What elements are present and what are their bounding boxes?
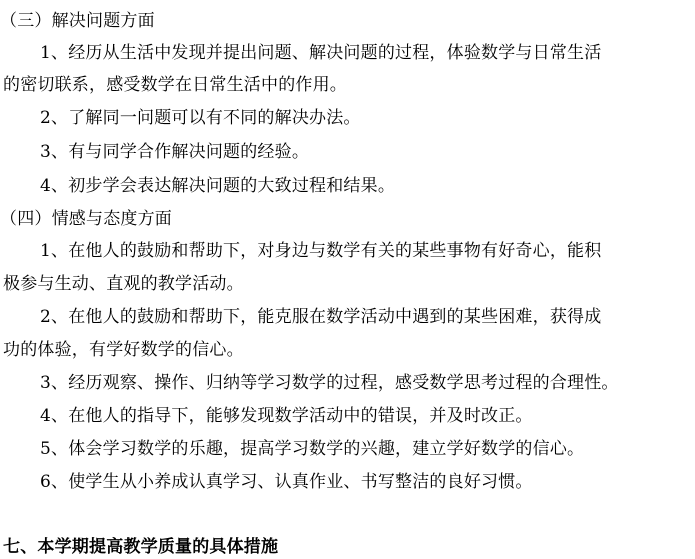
s4-item-5: 5、体会学习数学的乐趣，提高学习数学的兴趣，建立学好数学的信心。 [40,439,585,459]
s4-item-3: 3、经历观察、操作、归纳等学习数学的过程，感受数学思考过程的合理性。 [40,373,619,393]
s4-item-2-line-1: 2、在他人的鼓励和帮助下，能克服在数学活动中遇到的某些困难，获得成 [40,307,602,327]
section-7-title: 七、本学期提高教学质量的具体措施 [3,537,279,557]
s4-item-6: 6、使学生从小养成认真学习、认真作业、书写整洁的良好习惯。 [40,472,533,492]
s3-item-2: 2、了解同一问题可以有不同的解决办法。 [40,108,361,128]
s3-item-1-line-2: 的密切联系，感受数学在日常生活中的作用。 [3,75,347,95]
section-3-heading: （三）解决问题方面 [0,11,155,31]
s3-item-1-line-1: 1、经历从生活中发现并提出问题、解决问题的过程，体验数学与日常生活 [40,43,602,63]
s4-item-1-line-2: 极参与生动、直观的教学活动。 [3,274,244,294]
s3-item-3: 3、有与同学合作解决问题的经验。 [40,142,310,162]
s4-item-4: 4、在他人的指导下，能够发现数学活动中的错误，并及时改正。 [40,406,533,426]
s4-item-2-line-2: 功的体验，有学好数学的信心。 [3,340,244,360]
section-4-heading: （四）情感与态度方面 [0,209,172,229]
s4-item-1-line-1: 1、在他人的鼓励和帮助下，对身边与数学有关的某些事物有好奇心，能积 [40,241,602,261]
s3-item-4: 4、初步学会表达解决问题的大致过程和结果。 [40,176,396,196]
